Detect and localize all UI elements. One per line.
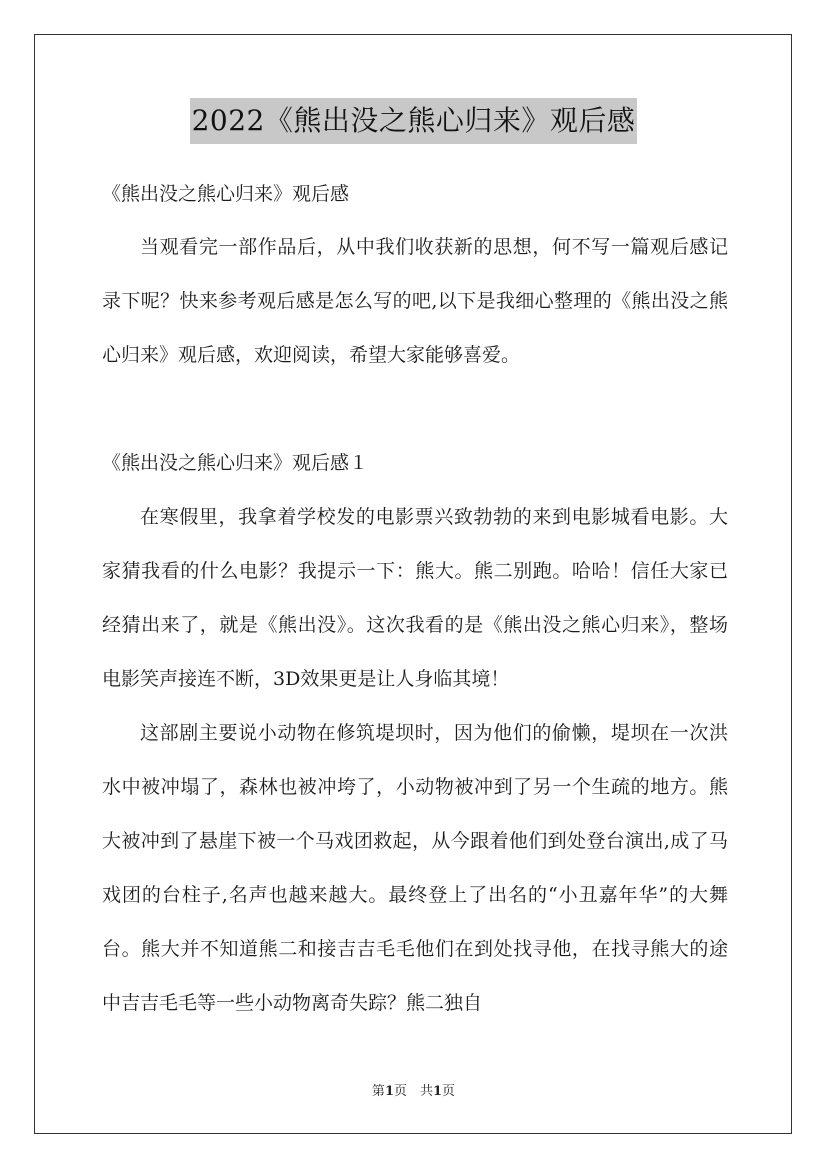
footer-page-number: 1 [384,1084,394,1099]
page-footer [0,1082,827,1102]
document-subtitle: 《熊出没之熊心归来》观后感 [102,183,350,205]
footer-suffix: 页 [442,1084,456,1099]
document-body [102,168,728,1030]
document-title: 2022《熊出没之熊心归来》观后感 [190,98,638,144]
footer-total-pages: 1 [433,1084,443,1099]
spacer [102,382,728,436]
intro-paragraph: 当观看完一部作品后，从中我们收获新的思想，何不写一篇观后感记录下呢？快来参考观后感是怎么写的吧,以下是我细心整理的《熊出没之熊心归来》观后感，欢迎阅读，希望大家能够喜爱。 [102,236,728,366]
footer-middle: 页 共 [393,1084,433,1099]
body-paragraph-1: 在寒假里，我拿着学校发的电影票兴致勃勃的来到电影城看电影。大家猜我看的什么电影？我提示一下：熊大。熊二别跑。哈哈！信任大家已经猜出来了，就是《熊出没》。这次我看的是《熊出没之熊心归来》，整场电影笑声接连不断，3D效果更是让人身临其境！ [102,506,728,690]
section-heading: 《熊出没之熊心归来》观后感１ [102,452,369,474]
title-container [0,98,827,144]
footer-prefix: 第 [371,1084,385,1099]
body-paragraph-2: 这部剧主要说小动物在修筑堤坝时，因为他们的偷懒，堤坝在一次洪水中被冲塌了，森林也被冲垮了，小动物被冲到了另一个生疏的地方。熊大被冲到了悬崖下被一个马戏团救起，从今跟着他们到处登台演出,成了马戏团的台柱子,名声也越来越大。最终登上了出名的“小丑嘉年华”的大舞台。熊大并不知道熊二和接吉吉毛毛他们在到处找寻他，在找寻熊大的途中吉吉毛毛等一些小动物离奇失踪？熊二独自 [102,722,728,1014]
